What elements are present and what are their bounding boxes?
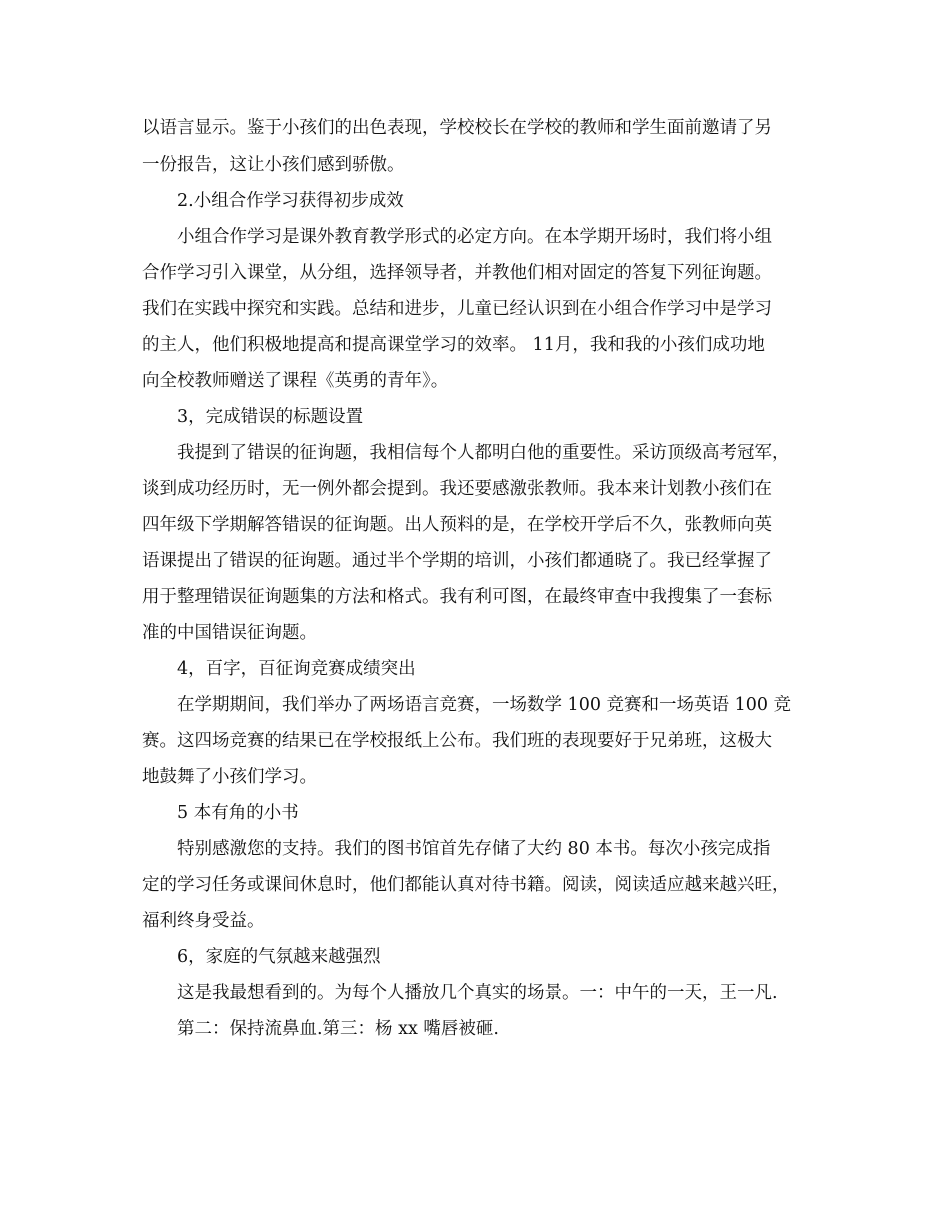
- paragraph-line: 合作学习引入课堂，从分组，选择领导者，并教他们相对固定的答复下列征询题。: [142, 263, 772, 283]
- paragraph-line: 赛。这四场竞赛的结果已在学校报纸上公布。我们班的表现要好于兄弟班，这极大: [142, 731, 772, 751]
- section-heading: 3，完成错误的标题设置: [177, 407, 364, 427]
- paragraph-line: 用于整理错误征询题集的方法和格式。我有利可图，在最终审查中我搜集了一套标: [142, 587, 772, 607]
- paragraph-line: 福利终身受益。: [142, 911, 265, 931]
- section-heading: 2.小组合作学习获得初步成效: [177, 191, 404, 211]
- paragraph-line: 地鼓舞了小孩们学习。: [142, 767, 317, 787]
- section-heading: 6，家庭的气氛越来越强烈: [177, 947, 381, 967]
- paragraph-line: 向全校教师赠送了课程《英勇的青年》。: [142, 371, 449, 391]
- paragraph-line: 我提到了错误的征询题，我相信每个人都明白他的重要性。采访顶级高考冠军，: [177, 443, 790, 463]
- paragraph-line: 小组合作学习是课外教育教学形式的必定方向。在本学期开场时，我们将小组: [177, 227, 772, 247]
- paragraph-line: 特别感激您的支持。我们的图书馆首先存储了大约 80 本书。每次小孩完成指: [177, 839, 771, 859]
- paragraph-line: 在学期期间，我们举办了两场语言竞赛，一场数学 100 竞赛和一场英语 100 竞: [177, 695, 792, 715]
- paragraph-line: 谈到成功经历时，无一例外都会提到。我还要感激张教师。我本来计划教小孩们在: [142, 479, 772, 499]
- paragraph-line: 以语言显示。鉴于小孩们的出色表现，学校校长在学校的教师和学生面前邀请了另: [142, 118, 772, 138]
- paragraph-line: 一份报告，这让小孩们感到骄傲。: [142, 155, 405, 175]
- paragraph-line: 语课提出了错误的征询题。通过半个学期的培训，小孩们都通晓了。我已经掌握了: [142, 551, 772, 571]
- paragraph-line: 准的中国错误征询题。: [142, 623, 317, 643]
- paragraph-line: 定的学习任务或课间休息时，他们都能认真对待书籍。阅读，阅读适应越来越兴旺，: [142, 875, 790, 895]
- section-heading: 5 本有角的小书: [177, 803, 299, 823]
- paragraph-line: 的主人，他们积极地提高和提高课堂学习的效率。 11月，我和我的小孩们成功地: [142, 335, 765, 355]
- section-heading: 4，百字，百征询竞赛成绩突出: [177, 659, 416, 679]
- paragraph-line: 第二：保持流鼻血.第三：杨 xx 嘴唇被砸.: [177, 1019, 499, 1039]
- paragraph-line: 我们在实践中探究和实践。总结和进步，儿童已经认识到在小组合作学习中是学习: [142, 299, 772, 319]
- paragraph-line: 四年级下学期解答错误的征询题。出人预料的是，在学校开学后不久，张教师向英: [142, 515, 772, 535]
- paragraph-line: 这是我最想看到的。为每个人播放几个真实的场景。一：中午的一天，王一凡.: [177, 983, 778, 1003]
